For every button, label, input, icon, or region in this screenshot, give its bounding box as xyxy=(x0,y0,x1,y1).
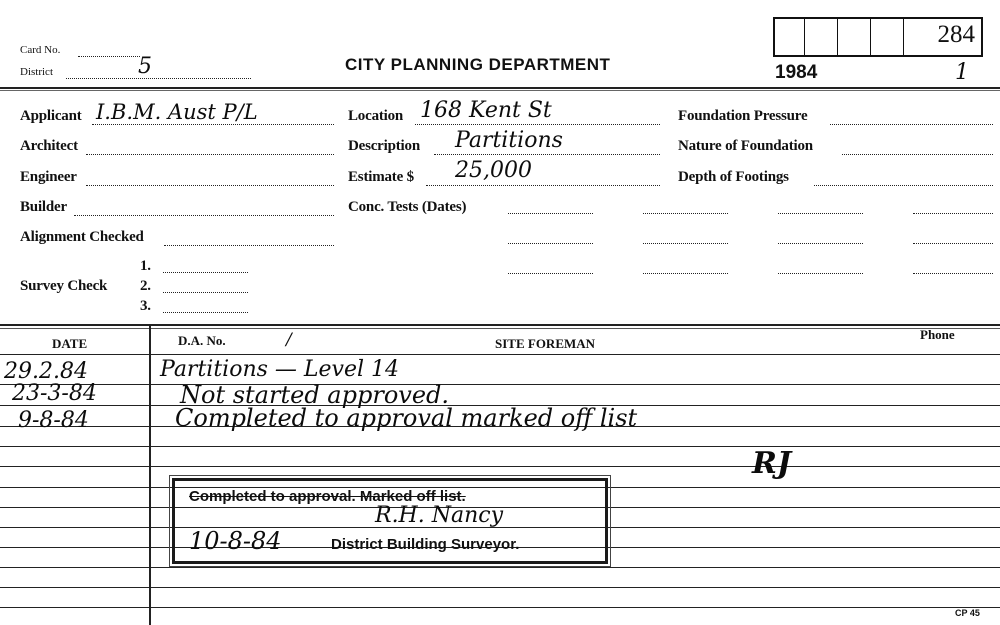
conc-test-line xyxy=(913,213,993,214)
description-line xyxy=(434,154,660,155)
conc-test-line xyxy=(778,243,863,244)
card-no-line xyxy=(78,56,140,57)
da-no-header: D.A. No. xyxy=(178,333,226,348)
conc-test-line xyxy=(643,243,728,244)
survey-1-label: 1. xyxy=(140,258,151,274)
location-label: Location xyxy=(348,108,404,124)
table-rule xyxy=(0,446,1000,447)
phone-header: Phone xyxy=(920,327,955,342)
location-line xyxy=(415,124,660,125)
table-rule xyxy=(0,587,1000,588)
stamp-title: District Building Surveyor. xyxy=(331,536,520,553)
applicant-line xyxy=(92,124,334,125)
conc-tests-label: Conc. Tests (Dates) xyxy=(348,199,467,215)
estimate-line xyxy=(426,185,660,186)
row-2-entry: Not started approved. xyxy=(180,381,450,409)
year-suffix: 1 xyxy=(955,60,969,85)
approval-stamp xyxy=(172,478,608,564)
survey-2-line xyxy=(163,292,248,293)
card-box-number-cell xyxy=(904,19,981,55)
architect-line xyxy=(86,154,334,155)
nature-of-foundation-line xyxy=(842,154,993,155)
survey-2-label: 2. xyxy=(140,278,151,294)
table-rule xyxy=(0,354,1000,355)
conc-test-line xyxy=(508,213,593,214)
form-code: CP 45 xyxy=(955,608,980,618)
card-box-cell xyxy=(871,19,904,55)
conc-test-line xyxy=(913,243,993,244)
depth-of-footings-line xyxy=(814,185,993,186)
survey-check-label: Survey Check xyxy=(20,278,108,294)
stamp-signature: R.H. Nancy xyxy=(375,503,504,528)
applicant-label: Applicant xyxy=(20,108,82,124)
architect-label: Architect xyxy=(20,138,78,154)
row-3-date: 9-8-84 xyxy=(18,408,89,433)
stamp-text: Completed to approval. Marked off list. xyxy=(189,488,466,505)
conc-test-line xyxy=(913,273,993,274)
row-2-date: 23-3-84 xyxy=(12,381,97,406)
district-line xyxy=(66,78,251,79)
survey-3-line xyxy=(163,312,248,313)
conc-test-line xyxy=(778,213,863,214)
district-value: 5 xyxy=(138,54,152,79)
table-rule xyxy=(0,567,1000,568)
depth-of-footings-label: Depth of Footings xyxy=(678,169,789,185)
foundation-pressure-label: Foundation Pressure xyxy=(678,108,808,124)
table-rule xyxy=(0,466,1000,467)
card-number-boxes xyxy=(773,17,983,57)
card-no-label: Card No. xyxy=(20,44,61,56)
location-value: 168 Kent St xyxy=(420,98,552,123)
card-box-cell xyxy=(805,19,838,55)
da-no-value: / xyxy=(286,330,292,350)
header-divider-secondary xyxy=(0,90,1000,91)
conc-test-line xyxy=(643,213,728,214)
header-divider xyxy=(0,87,1000,89)
card-box-cell xyxy=(775,19,805,55)
conc-test-line xyxy=(643,273,728,274)
table-rule xyxy=(0,607,1000,608)
applicant-value: I.B.M. Aust P/L xyxy=(96,100,258,124)
card-box-cell xyxy=(838,19,871,55)
estimate-value: 25,000 xyxy=(455,158,532,183)
row-1-date: 29.2.84 xyxy=(4,359,88,384)
engineer-line xyxy=(86,185,334,186)
survey-3-label: 3. xyxy=(140,298,151,314)
card-number: 284 xyxy=(937,21,975,48)
conc-test-line xyxy=(778,273,863,274)
nature-of-foundation-label: Nature of Foundation xyxy=(678,138,813,154)
description-value: Partitions xyxy=(455,128,563,153)
district-label: District xyxy=(20,66,53,78)
description-label: Description xyxy=(348,138,420,154)
foundation-pressure-line xyxy=(830,124,993,125)
date-header: DATE xyxy=(52,336,88,351)
alignment-checked-line xyxy=(164,245,334,246)
conc-test-line xyxy=(508,273,593,274)
conc-test-line xyxy=(508,243,593,244)
estimate-label: Estimate $ xyxy=(348,169,414,185)
table-rule xyxy=(0,384,1000,385)
year: 1984 xyxy=(775,62,818,83)
row-1-entry: Partitions — Level 14 xyxy=(160,357,399,382)
builder-label: Builder xyxy=(20,199,67,215)
survey-1-line xyxy=(163,272,248,273)
stamp-date: 10-8-84 xyxy=(189,527,282,555)
row-3-entry: Completed to approval marked off list xyxy=(175,404,638,432)
engineer-label: Engineer xyxy=(20,169,77,185)
date-column-divider xyxy=(149,324,151,625)
alignment-checked-label: Alignment Checked xyxy=(20,229,144,245)
builder-line xyxy=(74,215,334,216)
initials: RJ xyxy=(752,446,792,481)
site-foreman-header: SITE FOREMAN xyxy=(495,336,596,351)
page-title: CITY PLANNING DEPARTMENT xyxy=(345,55,611,74)
